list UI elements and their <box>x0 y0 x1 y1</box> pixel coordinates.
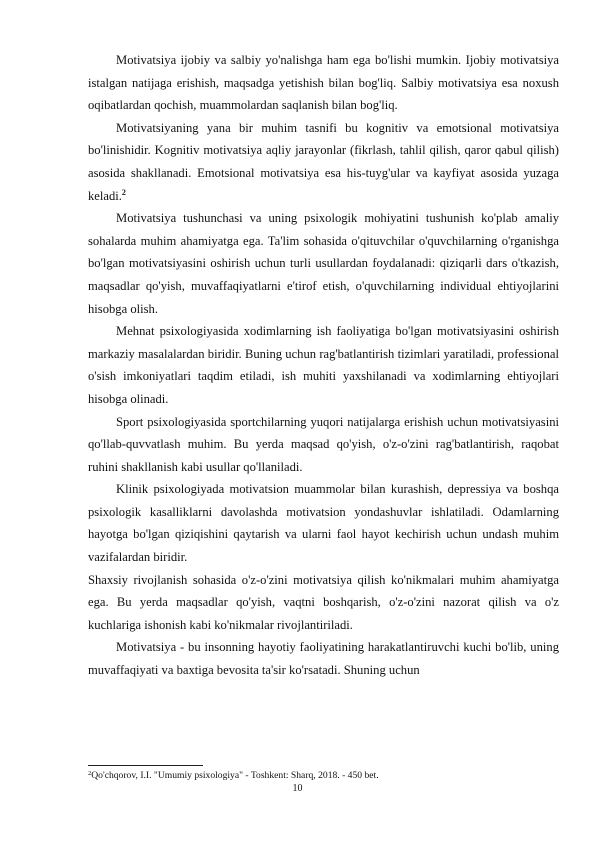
footnote-reference: 2 <box>121 187 126 197</box>
footnote-marker: 2 <box>88 770 92 777</box>
paragraph-8: Motivatsiya - bu insonning hayotiy faoliyatining harakatlantiruvchi kuchi bo'lib, uning muvaffaqiyati va baxtiga bevosita ta'sir ko'rsatadi. Shuning uchun <box>88 640 559 678</box>
paragraph-5: Sport psixologiyasida sportchilarning yuqori natijalarga erishish uchun motivatsiyasini qo'llab-quvvatlash muhim. Bu yerda maqsad qo'yish, o'z-o'zini rag'batlantirish, raqobat ruhini shakllanish kabi usullar qo'llaniladi. <box>88 414 559 474</box>
paragraph-1: Motivatsiya ijobiy va salbiy yo'nalishga ham ega bo'lishi mumkin. Ijobiy motivatsiya istalgan natijaga erishish, maqsadga yetishish bilan bog'liq. Salbiy motivatsiya esa noxush oqibatlardan qochish, muammolardan saqlanish bilan bog'liq. <box>88 53 559 113</box>
paragraph-2-text: Motivatsiyaning yana bir muhim tasnifi bu kognitiv va emotsional motivatsiya bo'linishidir. Kognitiv motivatsiya aqliy jarayonlar (fikrlash, tahlil qilish, qaror qabul qilish) asosida shakllanadi. Emotsional motivatsiya esa his-tuyg'ular va kayfiyat asosida yuzaga keladi. <box>88 120 559 203</box>
footnote-text: Qo'chqorov, I.I. "Umumiy psixologiya" - Toshkent: Sharq, 2018. - 450 bet. <box>91 770 379 781</box>
footnote <box>88 770 558 782</box>
paragraph-6: Klinik psixologiyada motivatsion muammolar bilan kurashish, depressiya va boshqa psixologik kasalliklarni davolashda motivatsion yondashuvlar ishlatiladi. Odamlarning hayotga bo'lgan qiziqishini qaytarish va ularni faol hayot kechirish uchun undash muhim vazifalardan biridir. <box>88 482 559 565</box>
body-text <box>88 49 559 682</box>
footnote-divider <box>88 765 203 766</box>
paragraph-7: Shaxsiy rivojlanish sohasida o'z-o'zini motivatsiya qilish ko'nikmalari muhim ahamiyatga ega. Bu yerda maqsadlar qo'yish, vaqtni boshqarish, o'z-o'zini nazorat qilish va o'z kuchlariga ishonish kabi ko'nikmalar rivojlantiriladi. <box>88 572 559 632</box>
page-number: 10 <box>292 783 303 794</box>
paragraph-2 <box>88 117 559 207</box>
paragraph-4: Mehnat psixologiyasida xodimlarning ish faoliyatiga bo'lgan motivatsiyasini oshirish markaziy masalalardan biridir. Buning uchun rag'batlantirish tizimlari yaratiladi, professional o'sish imkoniyatlari taqdim etiladi, ish muhiti yaxshilanadi va xodimlarning ehtiyojlari hisobga olinadi. <box>88 324 559 406</box>
paragraph-3: Motivatsiya tushunchasi va uning psixologik mohiyatini tushunish ko'plab amaliy sohalarda muhim ahamiyatga ega. Ta'lim sohasida o'qituvchilar o'quvchilarning o'rganishga bo'lgan motivatsiyasini oshirish uchun turli usullardan foydalanadi: qiziqarli dars o'tkazish, maqsadlar qo'yish, muvaffaqiyatlarni e'tirof etish, o'quvchilarning individual ehtiyojlarini hisobga olish. <box>88 211 559 316</box>
